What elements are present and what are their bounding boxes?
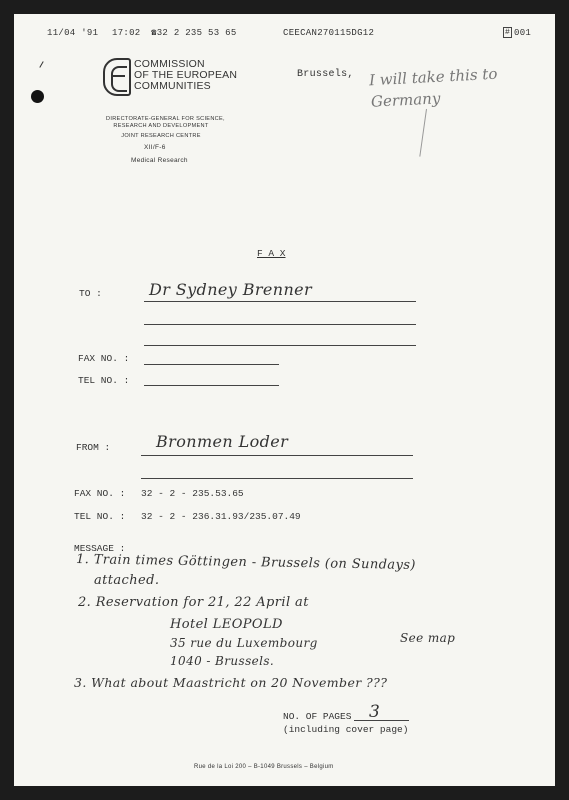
- org-name: COMMISSION OF THE EUROPEAN COMMUNITIES: [134, 58, 238, 92]
- to-fax-line: [144, 364, 279, 365]
- from-value: Bronmen Loder: [156, 432, 289, 451]
- fax-sender-id: CEECAN270115DG12: [283, 28, 375, 38]
- message-item3: 3. What about Maastricht on 20 November ???: [74, 675, 388, 690]
- message-item1-line1: 1. Train times Göttingen - Brussels (on Sundays): [75, 552, 416, 573]
- fax-title: F A X: [257, 248, 286, 259]
- pencil-note-line2: Germany: [370, 89, 441, 111]
- message-item1-line2: attached.: [94, 573, 160, 588]
- pages-label: NO. OF PAGES: [283, 711, 352, 722]
- unit-name: Medical Research: [131, 157, 188, 164]
- message-item2-city: 1040 - Brussels.: [170, 654, 275, 668]
- fax-date: 11/04 '91: [47, 28, 99, 38]
- from-tel-value: 32 - 2 - 236.31.93/235.07.49: [141, 511, 301, 522]
- city: Brussels,: [297, 69, 354, 80]
- to-value: Dr Sydney Brenner: [149, 280, 313, 299]
- pages-line: [354, 720, 409, 721]
- to-line-3: [144, 345, 416, 346]
- footer-address: Rue de la Loi 200 – B-1049 Brussels – Belgium: [194, 764, 334, 770]
- fax-cover-sheet: [14, 14, 555, 786]
- from-tel-label: TEL NO. :: [74, 511, 126, 522]
- from-label: FROM :: [76, 442, 111, 453]
- pencil-note-line1: I will take this to: [368, 64, 498, 90]
- directorate: DIRECTORATE-GENERAL FOR SCIENCE, RESEARCH AND DEVELOPMENT JOINT RESEARCH CENTRE: [106, 116, 225, 139]
- punch-hole: [31, 90, 44, 103]
- fax-time: 17:02: [112, 28, 141, 38]
- message-item2-line1: 2. Reservation for 21, 22 April at: [78, 595, 309, 610]
- pages-value: 3: [369, 702, 381, 722]
- to-line-2: [144, 324, 416, 325]
- pen-mark: [39, 61, 43, 68]
- to-tel-label: TEL NO. :: [78, 375, 130, 386]
- from-fax-label: FAX NO. :: [74, 488, 126, 499]
- fax-phone: ☎32 2 235 53 65: [151, 28, 237, 38]
- pencil-stroke: [419, 109, 427, 157]
- message-item2-hotel: Hotel LEOPOLD: [170, 617, 283, 632]
- ec-logo: [103, 58, 131, 96]
- message-label: MESSAGE :: [74, 543, 126, 554]
- to-label: TO :: [79, 288, 102, 299]
- message-item2-street: 35 rue du Luxembourg: [170, 636, 318, 650]
- page-counter-icon: #: [505, 28, 511, 37]
- message-item2-map: See map: [400, 631, 456, 645]
- from-line-2: [141, 478, 413, 479]
- reference: XII/F-6: [144, 144, 166, 151]
- fax-page-number: 001: [514, 28, 532, 38]
- from-fax-value: 32 - 2 - 235.53.65: [141, 488, 244, 499]
- pages-note: (including cover page): [283, 724, 409, 735]
- from-line-1: [141, 455, 413, 456]
- to-tel-line: [144, 385, 279, 386]
- to-fax-label: FAX NO. :: [78, 353, 130, 364]
- to-line-1: [144, 301, 416, 302]
